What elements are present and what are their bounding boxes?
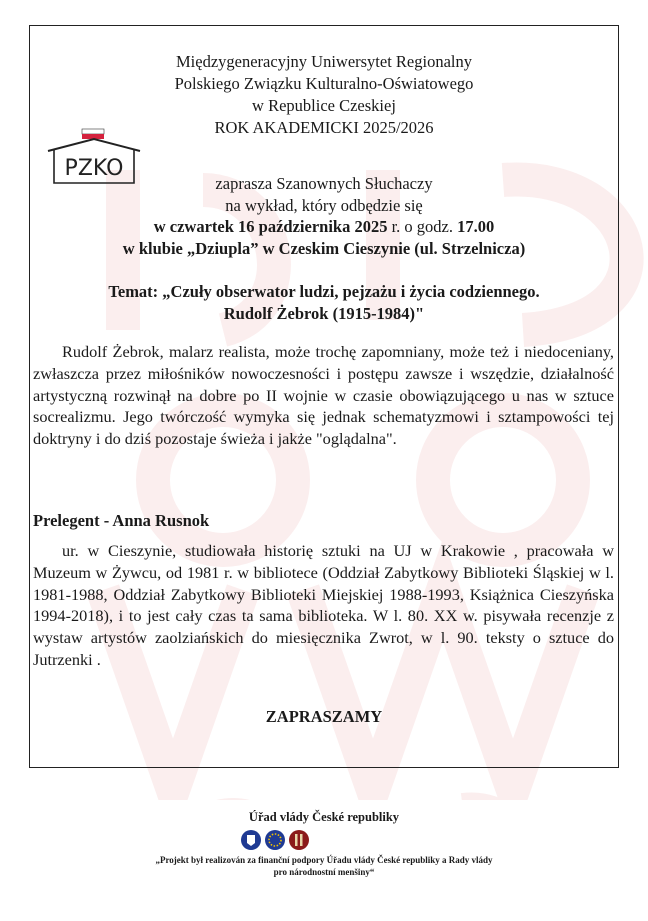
speaker-bio: ur. w Cieszynie, studiowała historię sztuki na UJ w Krakowie , pracowała w Muzeum w Żywcu, od 1981 r. w bibliotece (Oddział Zabytkowy Biblioteki Śląskiej w l. 1981-1988, Oddział Zabytkowy Biblioteki Miejskiej 1988-1993, Książnica Cieszyńska 1994-2018), i to jest cały czas ta sama biblioteka. W l. 80. XX w. pisywała recenzje z wystaw artystów zaolziańskich do miesięcznika Zwrot, w l. 90. teksty o sztuce do Jutrzenki .: [33, 541, 614, 669]
header-line-3: w Republice Czeskiej: [252, 96, 396, 115]
funding-note-line-2: pro národnostní menšiny“: [273, 866, 375, 877]
closing-invitation: ZAPRASZAMY: [265, 707, 383, 726]
invitation-block: [29, 173, 619, 259]
czech-emblem-icon: [241, 830, 261, 850]
header-line-2: Polskiego Związku Kulturalno-Oświatowego: [174, 74, 474, 93]
lecture-description: Rudolf Żebrok, malarz realista, może trochę zapomniany, może też i niedoceniany, zwłaszcza przez miłośników nowoczesności i postępu zawsze i wszędzie, działalność artystyczną rozwinął na dobre po II wojnie w czasie obowiązującego u nas w sztuce socrealizmu. Jego twórczość wymyka się jednak schematyzmowi i sztampowości tej doktryny i do dziś pozostaje świeża i jakże "oglądalna".: [33, 342, 614, 449]
topic-line-1: Temat: „Czuły obserwator ludzi, pejzażu i życia codziennego.: [108, 282, 540, 301]
header-line-1: Międzygeneracyjny Uniwersytet Regionalny: [176, 52, 472, 71]
funding-note-line-1: „Projekt był realizován za finanční podpory Úřadu vlády České republiky a Rady vlády: [155, 855, 493, 865]
event-datetime: [29, 216, 619, 238]
footer-emblems: [240, 829, 320, 851]
footer-title: Úřad vlády České republiky: [248, 810, 400, 824]
event-place: w klubie „Dziupla” w Czeskim Cieszynie (ul. Strzelnicza): [122, 238, 526, 258]
speaker-heading: Prelegent - Anna Rusnok: [33, 511, 210, 530]
invite-line-1: zaprasza Szanownych Słuchaczy: [215, 174, 433, 193]
invite-line-2: na wykład, który odbędzie się: [225, 195, 423, 215]
svg-text:PZKO: PZKO: [64, 156, 124, 181]
event-time: 17.00: [457, 217, 495, 236]
funding-note: [0, 855, 648, 878]
event-time-connector: r. o godz.: [387, 217, 458, 236]
topic-line-2: Rudolf Żebrok (1915-1984)": [223, 304, 425, 323]
event-date: w czwartek 16 października 2025: [153, 217, 388, 236]
eu-stars-icon: [265, 830, 285, 850]
seal-icon: [289, 830, 309, 850]
academic-year: ROK AKADEMICKI 2025/2026: [214, 118, 434, 137]
lecture-topic: [29, 281, 619, 325]
